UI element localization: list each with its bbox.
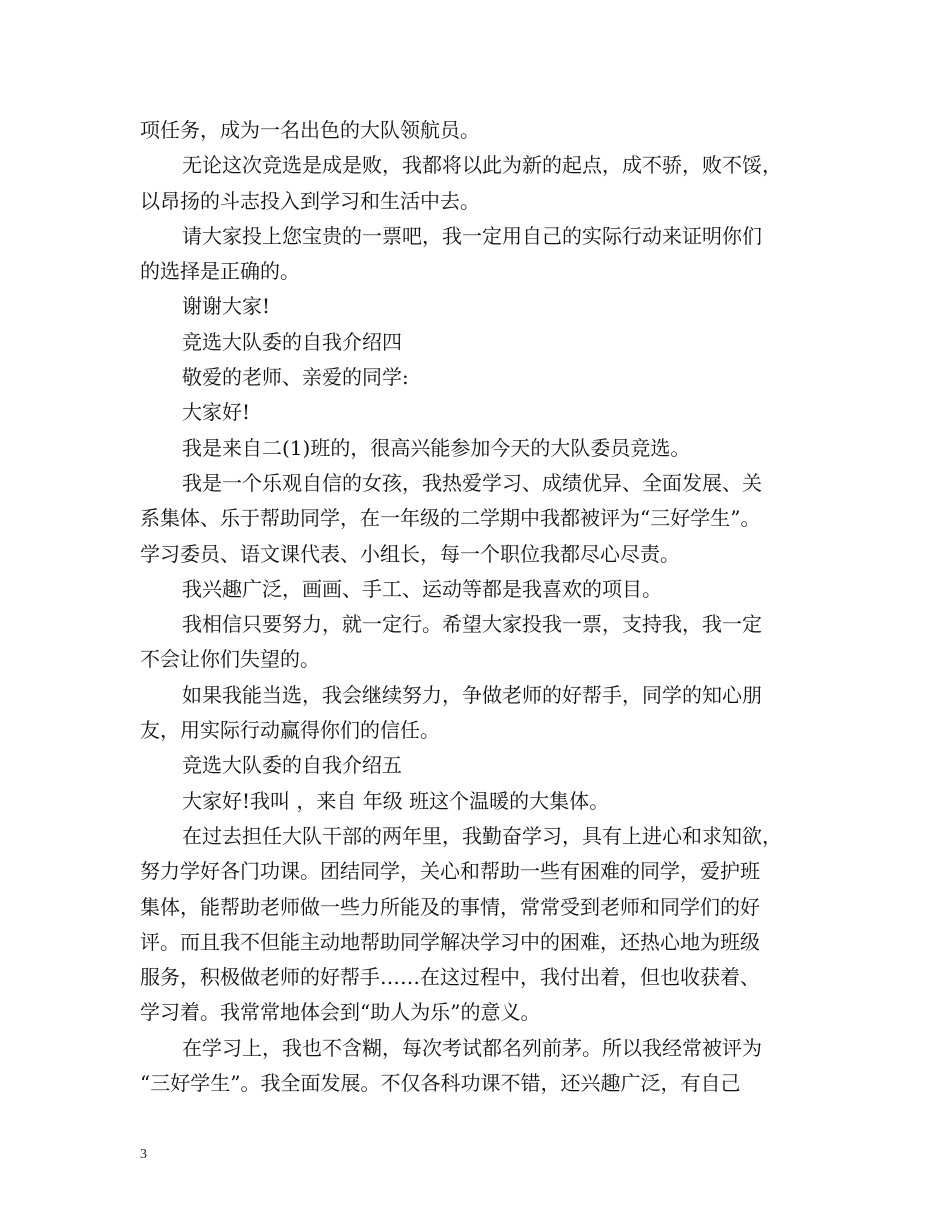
text-line: 服务，积极做老师的好帮手……在这过程中，我付出着，但也收获着、 xyxy=(140,965,760,990)
text-line: 学习着。我常常地体会到“助人为乐”的意义。 xyxy=(140,1000,541,1025)
text-line: 评。而且我不但能主动地帮助同学解决学习中的困难，还热心地为班级 xyxy=(140,929,760,954)
text-line: 努力学好各门功课。团结同学，关心和帮助一些有困难的同学，爱护班 xyxy=(140,859,760,884)
text-line: 项任务，成为一名出色的大队领航员。 xyxy=(140,118,480,142)
text-line: 学习委员、语文课代表、小组长，每一个职位我都尽心尽责。 xyxy=(140,541,680,566)
text-line: 友，用实际行动赢得你们的信任。 xyxy=(140,718,440,743)
text-line: 请大家投上您宝贵的一票吧，我一定用自己的实际行动来证明你们 xyxy=(182,223,762,248)
text-line: 我兴趣广泛，画画、手工、运动等都是我喜欢的项目。 xyxy=(182,576,662,601)
text-line: 竞选大队委的自我介绍四 xyxy=(182,329,402,354)
text-line: 谢谢大家! xyxy=(182,294,271,319)
text-line: 大家好! xyxy=(182,400,251,425)
text-line: 在学习上，我也不含糊，每次考试都名列前茅。所以我经常被评为 xyxy=(182,1035,762,1060)
document-body xyxy=(140,113,820,1101)
text-line: 我是来自二(1)班的，很高兴能参加今天的大队委员竞选。 xyxy=(182,435,691,460)
text-line: 不会让你们失望的。 xyxy=(140,647,320,672)
text-line: “三好学生”。我全面发展。不仅各科功课不错，还兴趣广泛，有自己 xyxy=(140,1071,741,1096)
text-line: 以昂扬的斗志投入到学习和生活中去。 xyxy=(140,188,480,213)
text-line: 竞选大队委的自我介绍五 xyxy=(182,753,402,778)
text-line: 无论这次竞选是成是败，我都将以此为新的起点，成不骄，败不馁， xyxy=(182,153,782,178)
text-line: 的选择是正确的。 xyxy=(140,259,300,284)
text-line: 在过去担任大队干部的两年里，我勤奋学习，具有上进心和求知欲， xyxy=(182,823,782,848)
text-line: 敬爱的老师、亲爱的同学: xyxy=(182,365,409,390)
page-number: 3 xyxy=(140,1147,147,1162)
text-line: 系集体、乐于帮助同学，在一年级的二学期中我都被评为“三好学生”。 xyxy=(140,506,761,531)
text-line: 我相信只要努力，就一定行。希望大家投我一票，支持我，我一定 xyxy=(182,612,762,637)
text-line: 集体，能帮助老师做一些力所能及的事情，常常受到老师和同学们的好 xyxy=(140,894,760,919)
text-line: 如果我能当选，我会继续努力，争做老师的好帮手，同学的知心朋 xyxy=(182,682,762,707)
text-line: 我是一个乐观自信的女孩，我热爱学习、成绩优异、全面发展、关 xyxy=(182,470,762,495)
text-line: 大家好!我叫 ，来自 年级 班这个温暖的大集体。 xyxy=(182,788,610,813)
